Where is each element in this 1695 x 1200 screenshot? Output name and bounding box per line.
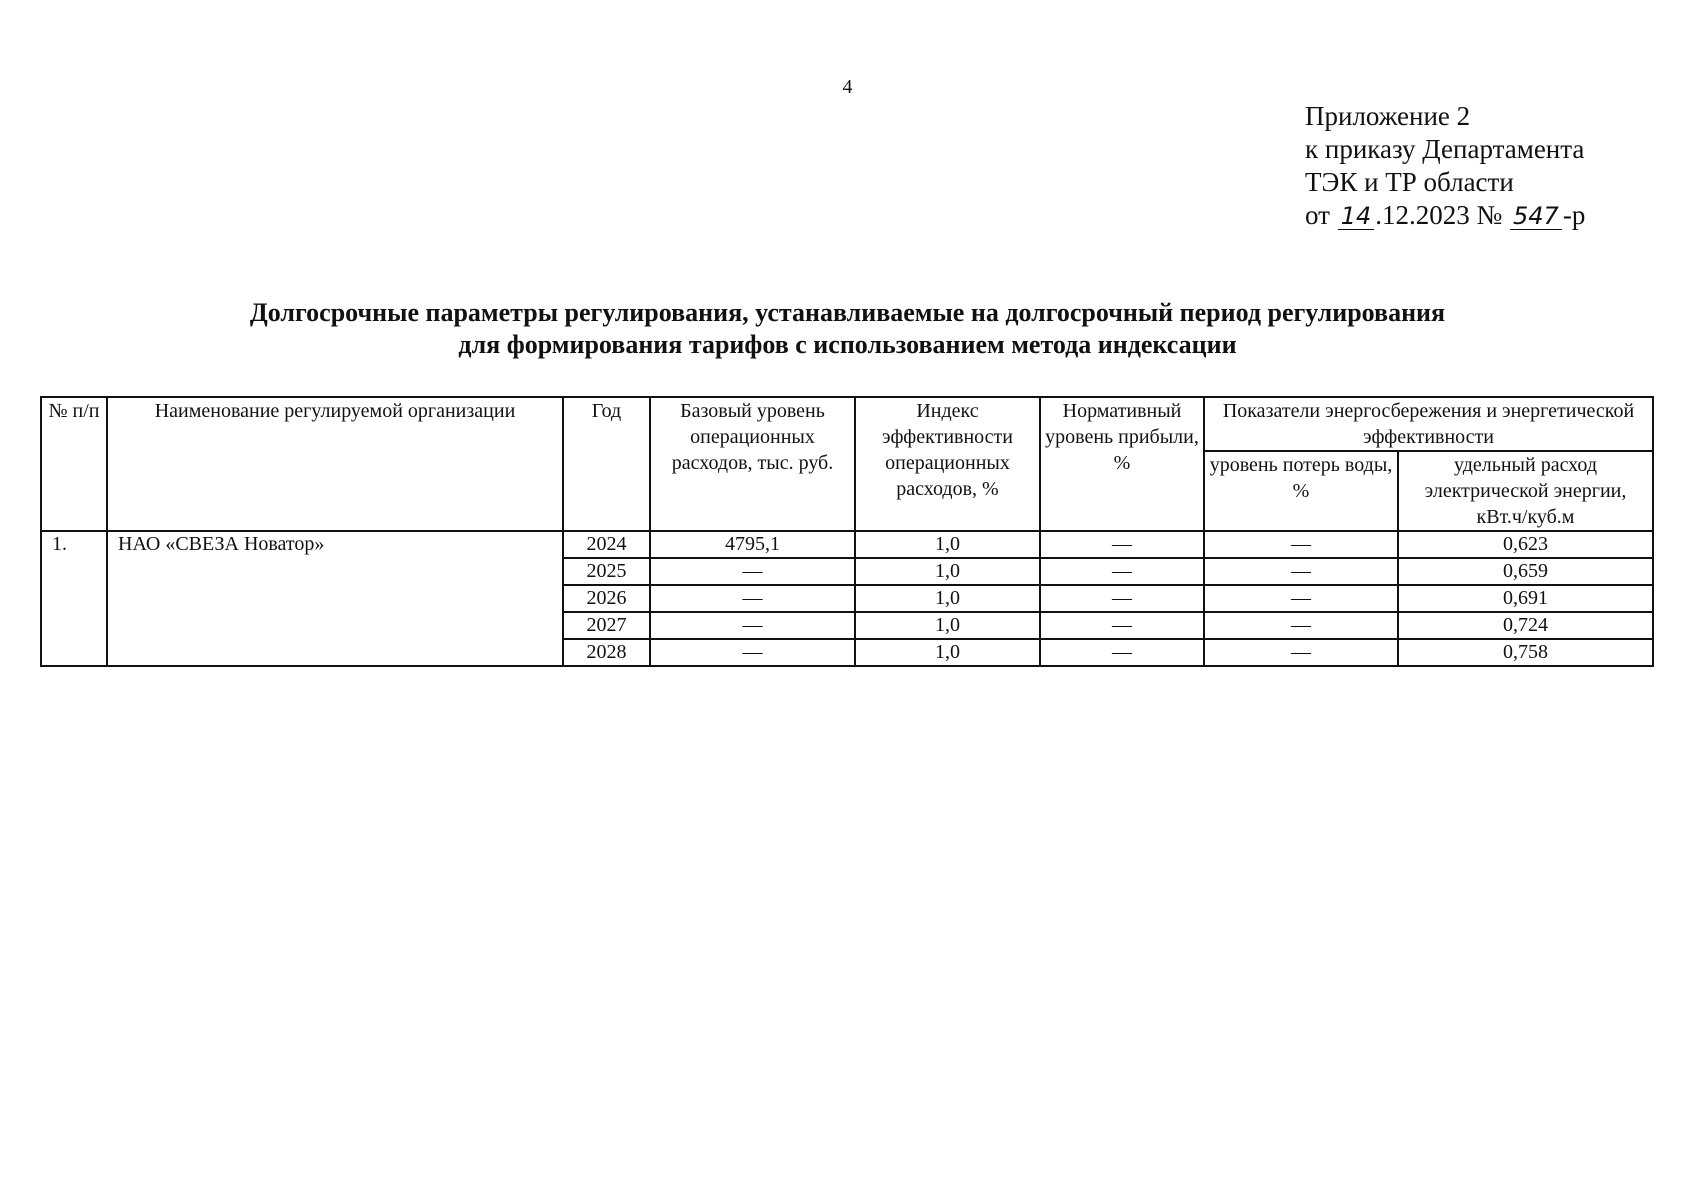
date-prefix: от	[1305, 200, 1330, 230]
parameters-table	[40, 396, 1654, 667]
cell-org-number: 1.	[41, 531, 107, 666]
cell-profit-level: —	[1040, 612, 1204, 639]
cell-specific-consumption: 0,691	[1398, 585, 1653, 612]
appendix-line-1: Приложение 2	[1305, 101, 1471, 131]
header-specific-consumption: удельный расход электрической энергии, кВт.ч/куб.м	[1398, 451, 1653, 531]
cell-water-loss: —	[1204, 639, 1398, 666]
cell-specific-consumption: 0,724	[1398, 612, 1653, 639]
cell-specific-consumption: 0,659	[1398, 558, 1653, 585]
cell-base-level: —	[650, 585, 855, 612]
cell-water-loss: —	[1204, 612, 1398, 639]
cell-year: 2025	[563, 558, 650, 585]
cell-specific-consumption: 0,758	[1398, 639, 1653, 666]
cell-efficiency-index: 1,0	[855, 585, 1040, 612]
order-suffix: -р	[1562, 200, 1586, 230]
cell-efficiency-index: 1,0	[855, 558, 1040, 585]
header-water-loss: уровень потерь воды, %	[1204, 451, 1398, 531]
date-day-handwritten: 14	[1338, 203, 1375, 230]
cell-profit-level: —	[1040, 531, 1204, 558]
cell-efficiency-index: 1,0	[855, 531, 1040, 558]
header-profit-level: Нормативный уровень прибыли, %	[1040, 397, 1204, 531]
header-num: № п/п	[41, 397, 107, 531]
title-line-2: для формирования тарифов с использованием метода индексации	[458, 330, 1237, 359]
cell-year: 2024	[563, 531, 650, 558]
header-base-level: Базовый уровень операционных расходов, тыс. руб.	[650, 397, 855, 531]
header-energy-group: Показатели энергосбережения и энергетической эффективности	[1204, 397, 1653, 451]
header-efficiency-index: Индекс эффективности операционных расходов, %	[855, 397, 1040, 531]
cell-profit-level: —	[1040, 585, 1204, 612]
cell-profit-level: —	[1040, 558, 1204, 585]
cell-base-level: 4795,1	[650, 531, 855, 558]
appendix-line-3: ТЭК и ТР области	[1305, 167, 1514, 197]
document-title	[0, 297, 1695, 361]
cell-efficiency-index: 1,0	[855, 612, 1040, 639]
header-org: Наименование регулируемой организации	[107, 397, 563, 531]
order-number-handwritten: 547	[1510, 203, 1562, 230]
appendix-date-line	[1305, 199, 1665, 232]
cell-base-level: —	[650, 639, 855, 666]
date-rest: .12.2023 №	[1375, 200, 1503, 230]
header-row-1	[41, 397, 1653, 451]
cell-org-name: НАО «СВЕЗА Новатор»	[107, 531, 563, 666]
cell-year: 2027	[563, 612, 650, 639]
table-row	[41, 531, 1653, 558]
cell-year: 2028	[563, 639, 650, 666]
cell-specific-consumption: 0,623	[1398, 531, 1653, 558]
page-number: 4	[842, 76, 853, 98]
table-body	[41, 531, 1653, 666]
title-line-1: Долгосрочные параметры регулирования, устанавливаемые на долгосрочный период регулирования	[249, 298, 1446, 327]
cell-profit-level: —	[1040, 639, 1204, 666]
cell-water-loss: —	[1204, 585, 1398, 612]
header-year: Год	[563, 397, 650, 531]
cell-base-level: —	[650, 612, 855, 639]
cell-base-level: —	[650, 558, 855, 585]
cell-water-loss: —	[1204, 531, 1398, 558]
appendix-line-2: к приказу Департамента	[1305, 134, 1585, 164]
cell-year: 2026	[563, 585, 650, 612]
cell-water-loss: —	[1204, 558, 1398, 585]
cell-efficiency-index: 1,0	[855, 639, 1040, 666]
appendix-block	[1305, 100, 1665, 232]
